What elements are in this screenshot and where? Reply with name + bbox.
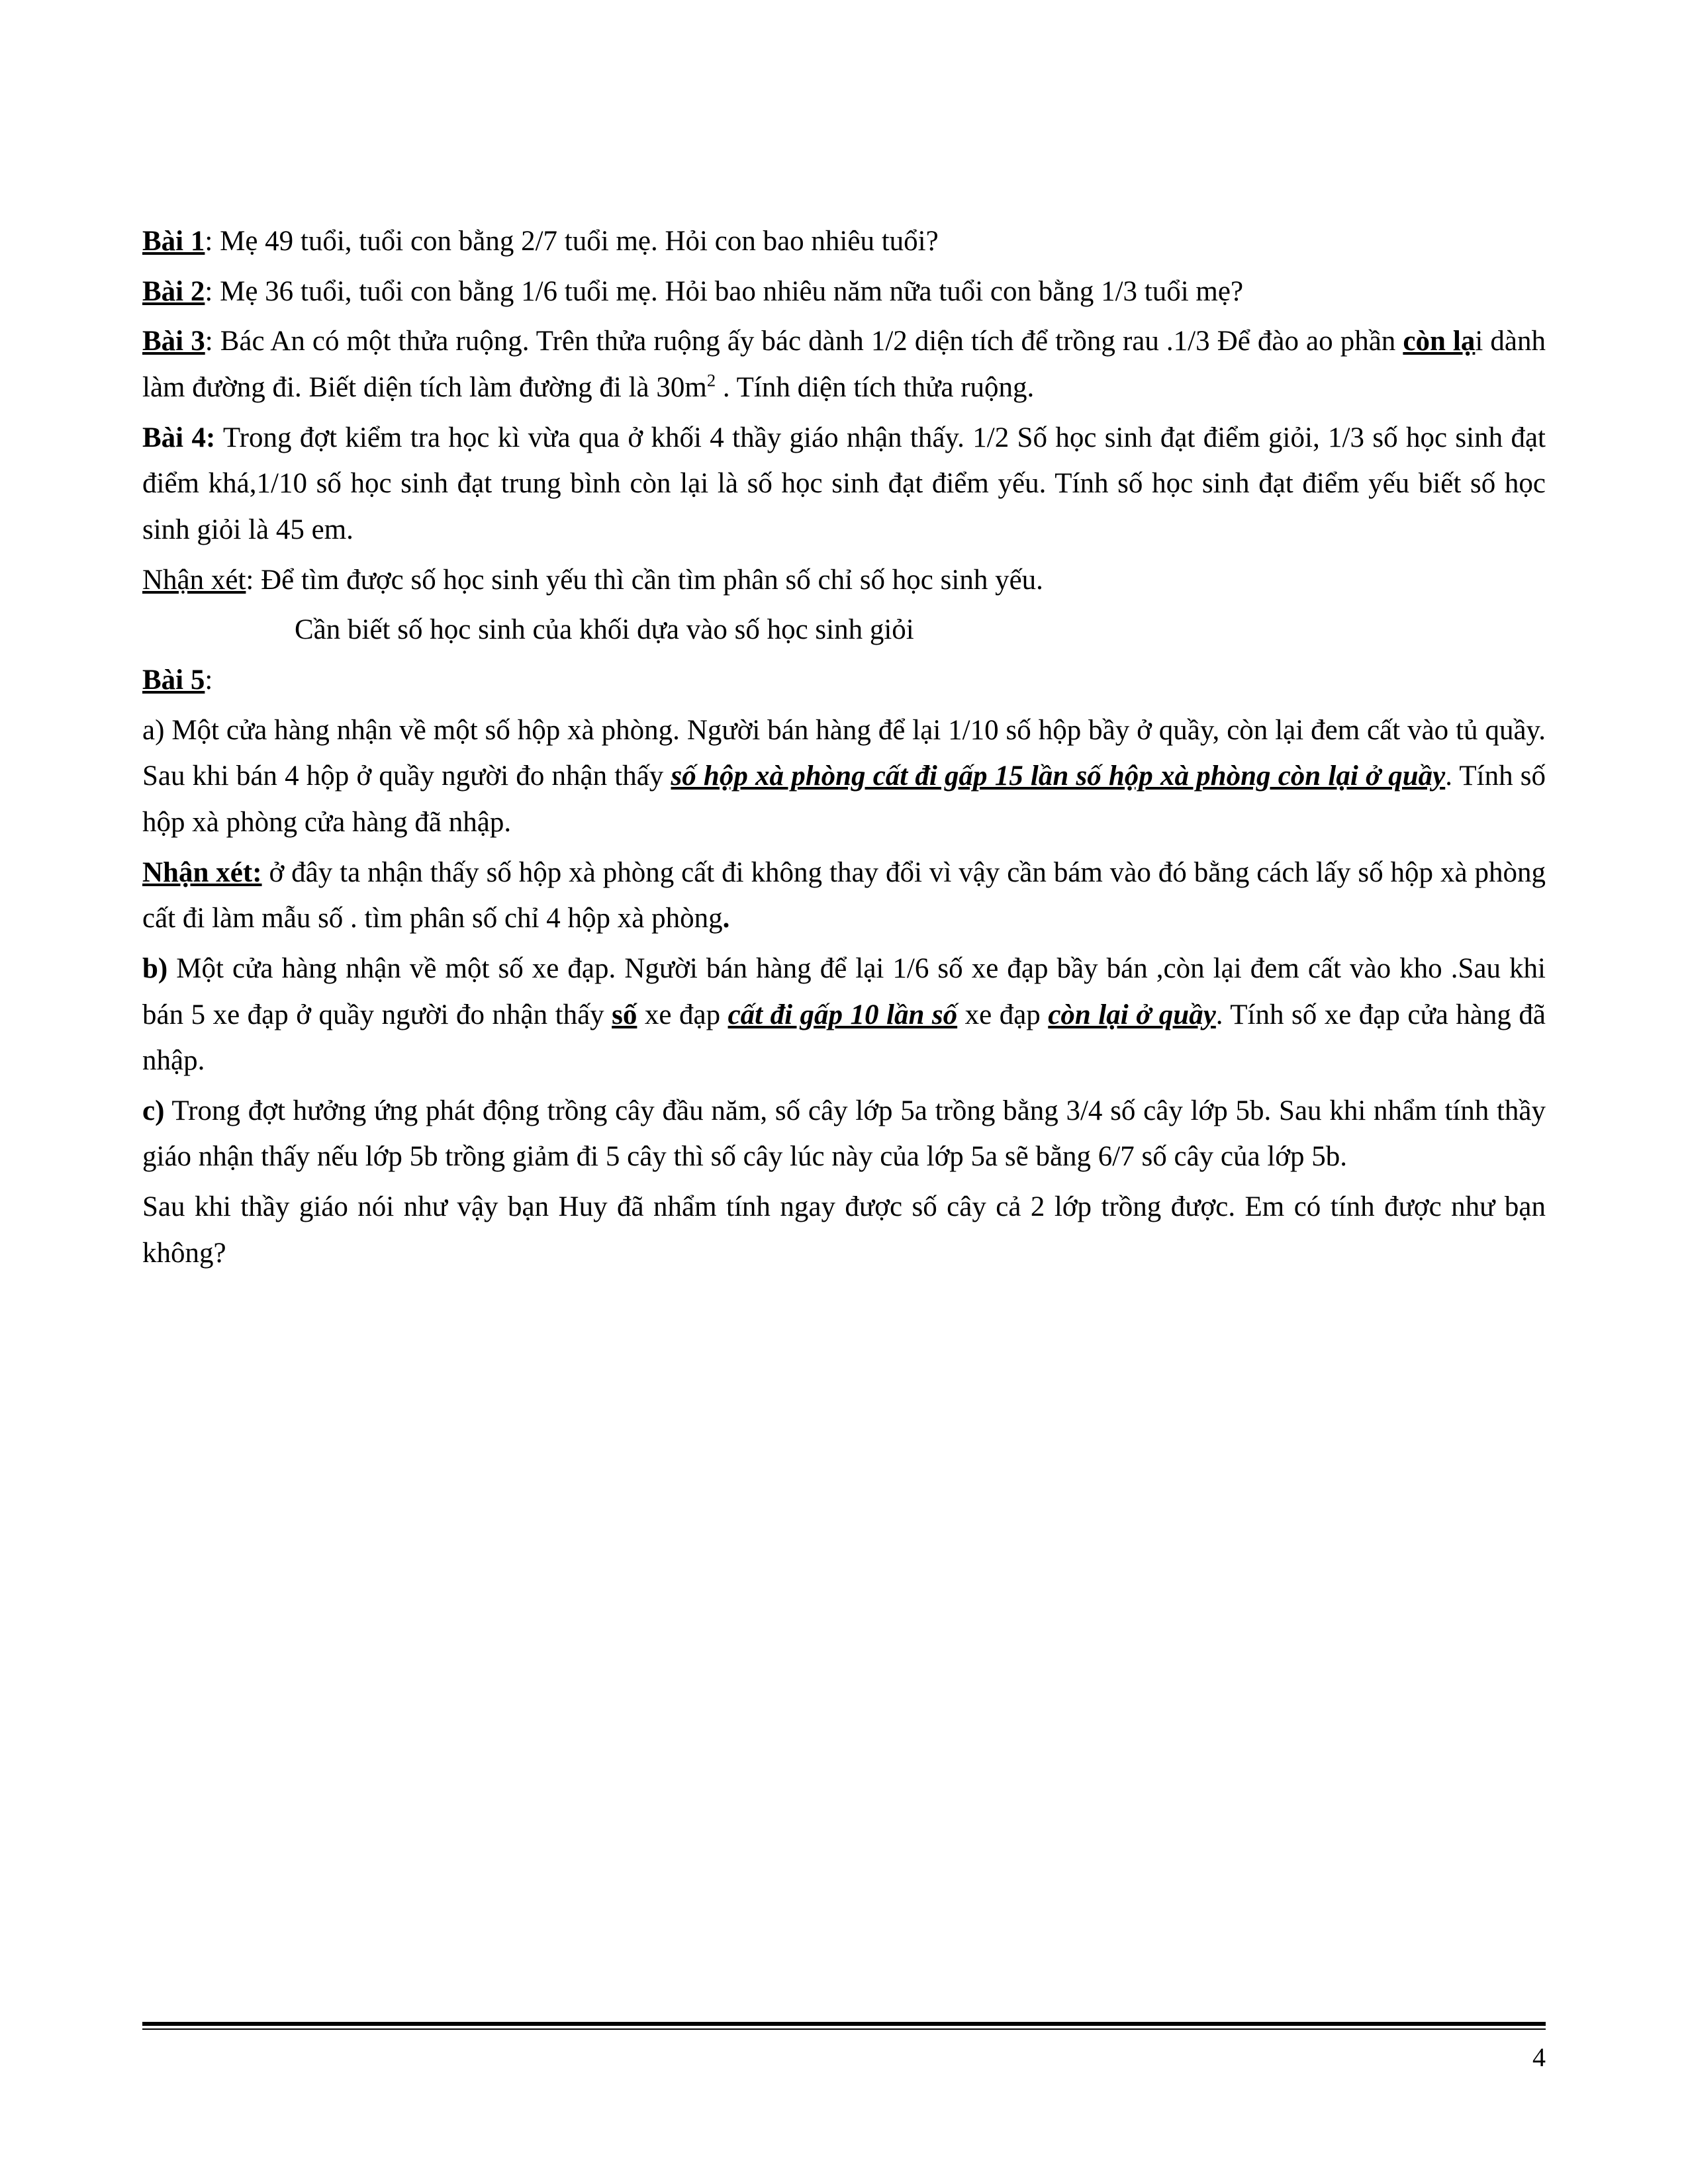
exercise-1-text: : Mẹ 49 tuổi, tuổi con bằng 2/7 tuổi mẹ. Hỏi con bao nhiêu tuổi? xyxy=(205,226,939,257)
exercise-3 xyxy=(142,318,1546,410)
exercise-1 xyxy=(142,218,1546,265)
remark-1-continuation xyxy=(142,607,1546,653)
exercise-3-emphasis: còn lạ xyxy=(1403,326,1476,357)
exercise-5b-text-part1: Một cửa hàng nhận về một số xe đạp. Người bán hàng để lại 1/6 số xe đạp bầy bán ,còn lại đem cất vào kho .Sau khi bán 5 xe đạp ở quầy người đo nhận thấy xyxy=(142,952,1546,1030)
exercise-5-text: : xyxy=(205,664,213,696)
exercise-2-text: : Mẹ 36 tuổi, tuổi con bằng 1/6 tuổi mẹ. Hỏi bao nhiêu năm nữa tuổi con bằng 1/3 tuổi mẹ? xyxy=(205,275,1244,307)
exercise-5a-emphasis: số hộp xà phòng cất đi gấp 15 lần số hộp xà phòng còn lại ở quầy xyxy=(671,760,1446,792)
exercise-5b xyxy=(142,946,1546,1084)
exercise-3-text-part3: . Tính diện tích thửa ruộng. xyxy=(716,371,1035,403)
exercise-3-text-part1: : Bác An có một thửa ruộng. Trên thửa ruộng ấy bác dành 1/2 diện tích để trồng rau .1/3 Để đào ao phần xyxy=(205,326,1403,357)
exercise-5a-text-part1: a) Một cửa hàng nhận về một số hộp xà phòng. Người bán hàng để lại 1/10 số hộp bầy ở quầy, còn lại đem cất vào tủ quầy. Sau khi bán 4 hộp ở quầy người đo nhận thấy xyxy=(142,714,1546,792)
exercise-5c xyxy=(142,1088,1546,1180)
remark-2-label: Nhận xét: xyxy=(142,856,262,888)
exercise-5c-text: Trong đợt hưởng ứng phát động trồng cây đầu năm, số cây lớp 5a trồng bằng 3/4 số cây lớp 5b. Sau khi nhẩm tính thầy giáo nhận thấy nếu lớp 5b trồng giảm đi 5 cây thì số cây lúc này của lớp 5a sẽ bằng 6/7 số cây của lớp 5b. xyxy=(142,1095,1546,1173)
exercise-4 xyxy=(142,415,1546,553)
exercise-4-label: Bài 4: xyxy=(142,422,216,453)
exercise-5b-emphasis-2: cất đi gấp 10 lần số xyxy=(727,999,958,1030)
exercise-4-text: Trong đợt kiểm tra học kì vừa qua ở khối 4 thầy giáo nhận thấy. 1/2 Số học sinh đạt điểm giỏi, 1/3 số học sinh đạt điểm khá,1/10 số học sinh đạt trung bình còn lại là số học sinh đạt điểm yếu. Tính số học sinh đạt điểm yếu biết số học sinh giỏi là 45 em. xyxy=(142,422,1546,545)
exercise-5c-label: c) xyxy=(142,1095,165,1126)
exercise-5b-text-part2: xe đạp xyxy=(637,999,728,1030)
remark-1-label: Nhận xét xyxy=(142,564,246,596)
exercise-5b-label: b) xyxy=(142,952,168,984)
page-footer xyxy=(142,2022,1546,2073)
remark-2-text: ở đây ta nhận thấy số hộp xà phòng cất đi không thay đổi vì vậy cần bám vào đó bằng cách lấy số hộp xà phòng cất đi làm mẫu số . tìm phân số chỉ 4 hộp xà phòng xyxy=(142,856,1546,934)
exercise-3-text-part2: i dành làm đường đi. Biết diện tích làm đường đi là 30m xyxy=(142,326,1546,403)
footer-rule-thin xyxy=(142,2028,1546,2030)
exercise-5b-text-part4: . Tính số xe đạp cửa hàng đã nhập. xyxy=(142,999,1546,1077)
footer-rule-thick xyxy=(142,2022,1546,2026)
exercise-1-label: Bài 1 xyxy=(142,226,205,257)
exercise-3-superscript: 2 xyxy=(706,370,716,390)
remark-2 xyxy=(142,850,1546,942)
exercise-2 xyxy=(142,269,1546,315)
exercise-5-label: Bài 5 xyxy=(142,664,205,696)
exercise-3-label: Bài 3 xyxy=(142,326,205,357)
remark-1-text: : Để tìm được số học sinh yếu thì cần tìm phân số chỉ số học sinh yếu. xyxy=(246,564,1043,596)
exercise-5a-text-part2: . Tính số hộp xà phòng cửa hàng đã nhập. xyxy=(142,760,1546,838)
exercise-5b-emphasis-1: số xyxy=(612,999,637,1030)
remark-1 xyxy=(142,557,1546,604)
exercise-5b-emphasis-3: còn lại ở quầy xyxy=(1048,999,1216,1030)
exercise-5 xyxy=(142,657,1546,704)
document-body xyxy=(142,218,1546,1276)
remark-1-continuation-text: Cần biết số học sinh của khối dựa vào số học sinh giỏi xyxy=(295,614,914,646)
page-number: 4 xyxy=(1532,2042,1546,2072)
exercise-5b-text-part3: xe đạp xyxy=(957,999,1049,1030)
closing-paragraph xyxy=(142,1184,1546,1276)
exercise-2-label: Bài 2 xyxy=(142,275,205,307)
exercise-5a xyxy=(142,707,1546,846)
remark-2-emphasis-end: . xyxy=(722,903,730,934)
closing-paragraph-text: Sau khi thầy giáo nói như vậy bạn Huy đã nhẩm tính ngay được số cây cả 2 lớp trồng được. Em có tính được như bạn không? xyxy=(142,1191,1546,1269)
